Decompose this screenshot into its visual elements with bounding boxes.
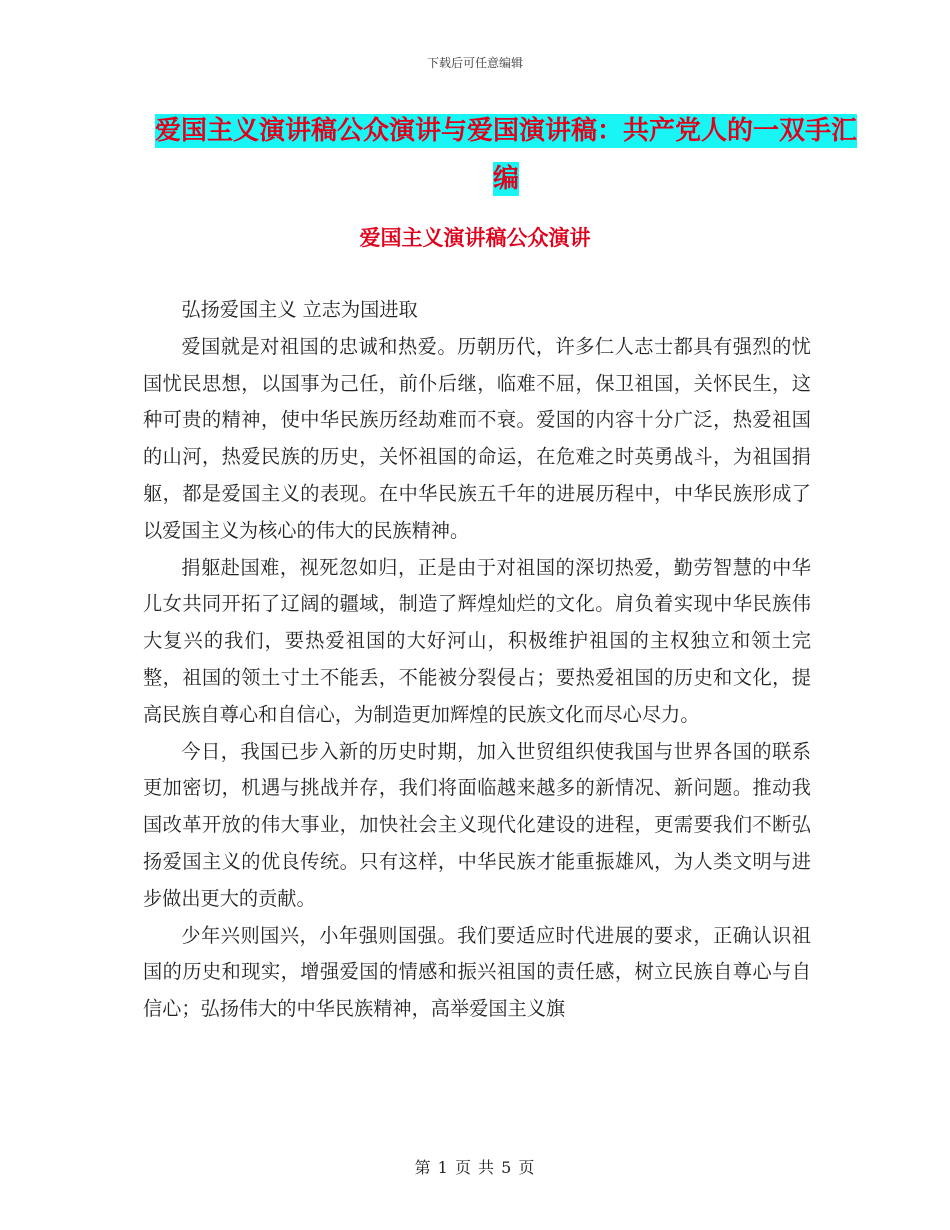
paragraph: 今日，我国已步入新的历史时期，加入世贸组织使我国与世界各国的联系更加密切，机遇与挑战并存，我们将面临越来越多的新情况、新问题。推动我国改革开放的伟大事业，加快社会主义现代化建设的进程，更需要我们不断弘扬爱国主义的优良传统。只有这样，中华民族才能重振雄风，为人类文明与进步做出更大的贡献。 [143, 739, 811, 910]
paragraph: 少年兴则国兴，小年强则国强。我们要适应时代进展的要求，正确认识祖国的历史和现实，增强爱国的情感和振兴祖国的责任感，树立民族自尊心与自信心；弘扬伟大的中华民族精神，高举爱国主义旗 [143, 923, 811, 1021]
page-number-footer: 第 1 页 共 5 页 [414, 1158, 536, 1177]
section-title: 爱国主义演讲稿公众演讲 [359, 226, 591, 250]
document-title [150, 107, 862, 203]
paragraph-subtitle: 弘扬爱国主义 立志为国进取 [181, 298, 418, 321]
header-note: 下载后可任意编辑 [426, 56, 523, 70]
document-title-text: 爱国主义演讲稿公众演讲与爱国演讲稿：共产党人的一双手汇编 [154, 116, 857, 194]
paragraph: 捐躯赴国难，视死忽如归，正是由于对祖国的深切热爱，勤劳智慧的中华儿女共同开拓了辽阔的疆域，制造了辉煌灿烂的文化。肩负着实现中华民族伟大复兴的我们，要热爱祖国的大好河山，积极维护祖国的主权独立和领土完整，祖国的领土寸土不能丢，不能被分裂侵占；要热爱祖国的历史和文化，提高民族自尊心和自信心，为制造更加辉煌的民族文化而尽心尽力。 [143, 555, 811, 726]
document-body [143, 292, 811, 1028]
paragraph: 爱国就是对祖国的忠诚和热爱。历朝历代，许多仁人志士都具有强烈的忧国忧民思想，以国事为己任，前仆后继，临难不屈，保卫祖国，关怀民生，这种可贵的精神，使中华民族历经劫难而不衰。爱国的内容十分广泛，热爱祖国的山河，热爱民族的历史，关怀祖国的命运，在危难之时英勇战斗，为祖国捐躯，都是爱国主义的表现。在中华民族五千年的进展历程中，中华民族形成了以爱国主义为核心的伟大的民族精神。 [143, 334, 811, 542]
